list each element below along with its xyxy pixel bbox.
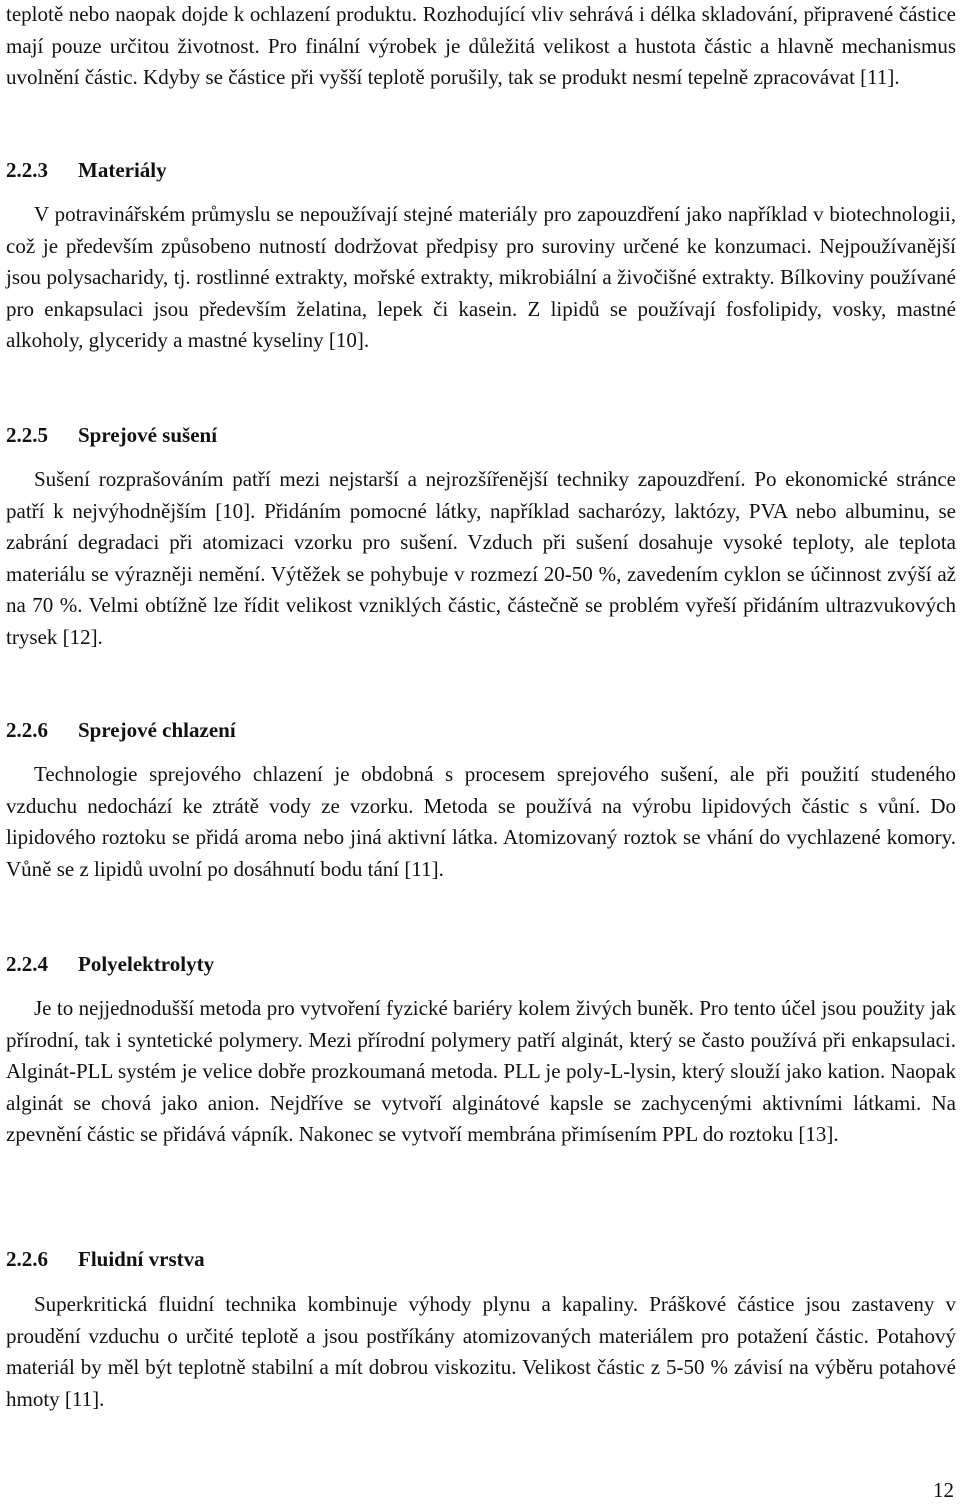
page-number: 12 <box>933 1478 954 1502</box>
section-title: Polyelektrolyty <box>78 952 215 976</box>
section-title: Materiály <box>78 158 167 182</box>
section-heading-sprejove-chlazeni <box>6 715 236 747</box>
section-heading-polyelektrolyty <box>6 949 214 981</box>
section-text-fluidni-vrstva: Superkritická fluidní technika kombinuje výhody plynu a kapaliny. Práškové částice jsou zastaveny v proudění vzduchu o určité teplotě a jsou postříkány atomizovaných materiálem pro potažení částic. Potahový materiál by měl být teplotně stabilní a mít dobrou viskozitu. Velikost částic z 5-50 % závisí na výběru potahové hmoty [11]. <box>6 1292 956 1411</box>
section-text-sprejove-suseni: Sušení rozprašováním patří mezi nejstarší a nejrozšířenější techniky zapouzdření. Po ekonomické stránce patří k nejvýhodnějším [10]. Přidáním pomocné látky, například sacharózy, laktózy, PVA nebo albuminu, se zabrání degradaci při atomizaci vzorku pro sušení. Vzduch při sušení dosahuje vysoké teploty, ale teplota materiálu se výrazněji nemění. Výtěžek se pohybuje v rozmezí 20-50 %, zavedením cyklon se účinnost zvýší až na 70 %. Velmi obtížně lze řídit velikost vzniklých částic, částečně se problém vyřeší přidáním ultrazvukových trysek [12]. <box>6 467 956 649</box>
section-text-sprejove-chlazeni: Technologie sprejového chlazení je obdobná s procesem sprejového sušení, ale při použití studeného vzduchu nedochází ke ztrátě vody ze vzorku. Metoda se používá na výrobu lipidových částic s vůní. Do lipidového roztoku se přidá aroma nebo jiná aktivní látka. Atomizovaný roztok se vhání do vychlazené komory. Vůně se z lipidů uvolní po dosáhnutí bodu tání [11]. <box>6 762 956 881</box>
section-text-materialy: V potravinářském průmyslu se nepoužívají stejné materiály pro zapouzdření jako například v biotechnologii, což je především způsobeno nutností dodržovat předpisy pro suroviny určené ke konzumaci. Nejpoužívanější jsou polysacharidy, tj. rostlinné extrakty, mořské extrakty, mikrobiální a živočišné extrakty. Bílkoviny používané pro enkapsulaci jsou především želatina, lepek či kasein. Z lipidů se používají fosfolipidy, vosky, mastné alkoholy, glyceridy a mastné kyseliny [10]. <box>6 202 956 352</box>
section-number: 2.2.3 <box>6 158 48 182</box>
section-heading-sprejove-suseni <box>6 420 217 452</box>
section-title: Fluidní vrstva <box>78 1247 205 1271</box>
section-number: 2.2.5 <box>6 423 48 447</box>
section-number: 2.2.6 <box>6 1247 48 1271</box>
section-heading-fluidni-vrstva <box>6 1244 205 1276</box>
section-heading-materialy <box>6 155 167 187</box>
section-title: Sprejové sušení <box>78 423 218 447</box>
intro-paragraph: teplotě nebo naopak dojde k ochlazení produktu. Rozhodující vliv sehrává i délka skladování, připravené částice mají pouze určitou životnost. Pro finální výrobek je důležitá velikost a hustota částic a hlavně mechanismus uvolnění částic. Kdyby se částice při vyšší teplotě porušily, tak se produkt nesmí tepelně zpracovávat [11]. <box>6 2 956 89</box>
section-number: 2.2.6 <box>6 718 48 742</box>
section-text-polyelektrolyty: Je to nejjednodušší metoda pro vytvoření fyzické bariéry kolem živých buněk. Pro tento účel jsou použity jak přírodní, tak i syntetické polymery. Mezi přírodní polymery patří alginát, který se často používá při enkapsulaci. Alginát-PLL systém je velice dobře prozkoumaná metoda. PLL je poly-L-lysin, který slouží jako kation. Naopak alginát se chová jako anion. Nejdříve se vytvoří alginátové kapsle se zachycenými aktivními látkami. Na zpevnění částic se přidává vápník. Nakonec se vytvoří membrána přimísením PPL do roztoku [13]. <box>6 996 956 1146</box>
section-title: Sprejové chlazení <box>78 718 236 742</box>
section-number: 2.2.4 <box>6 952 48 976</box>
